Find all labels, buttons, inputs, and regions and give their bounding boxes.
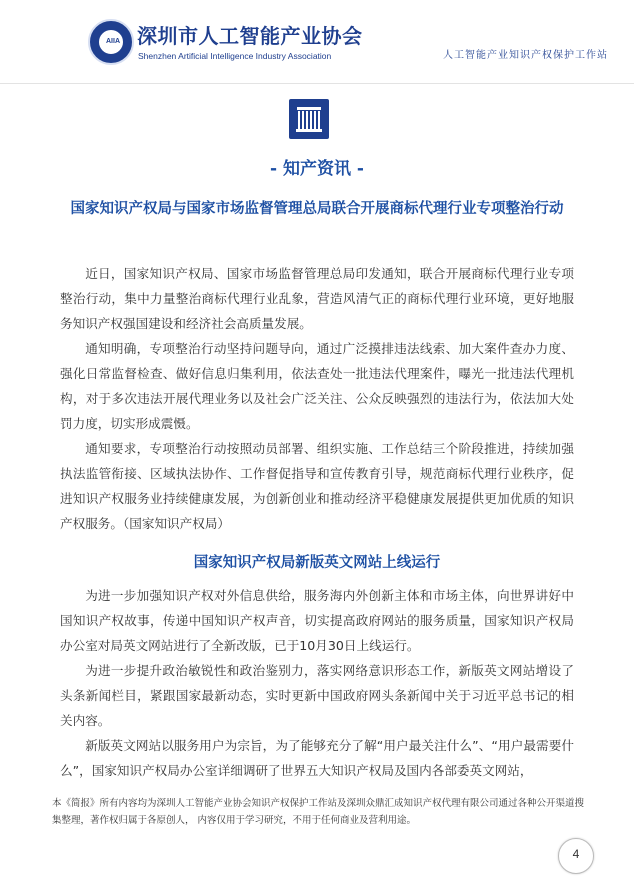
page-number-badge — [558, 838, 594, 874]
section-title: - 知产资讯 - — [270, 159, 364, 179]
building-columns-icon — [289, 99, 329, 139]
article-1-paragraph-1: 近日，国家知识产权局、国家市场监督管理总局印发通知，联合开展商标代理行业专项整治行动，集中力量整治商标代理行业乱象，营造风清气正的商标代理行业环境，更好地服务知识产权强国建设和经济社会高质量发展。 — [60, 266, 574, 331]
page-number: 4 — [572, 847, 580, 861]
article-1-paragraph-2: 通知明确，专项整治行动坚持问题导向，通过广泛摸排违法线索、加大案件查办力度、强化日常监督检查、做好信息归集利用，依法查处一批违法代理案件，曝光一批违法代理机构，对于多次违法开展代理业务以及社会广泛关注、公众反映强烈的违法行为，依法加大处罚力度，切实形成震慑。 — [60, 341, 574, 431]
page-header — [0, 0, 634, 84]
article-1-paragraph-3: 通知要求，专项整治行动按照动员部署、组织实施、工作总结三个阶段推进，持续加强执法监管衔接、区域执法协作、工作督促指导和宣传教育引导，规范商标代理行业秩序，促进知识产权服务业持续健康发展，为创新创业和推动经济平稳健康发展提供更加优质的知识产权服务。（国家知识产权局） — [60, 441, 574, 531]
org-name-en: Shenzhen Artificial Intelligence Industry Association — [138, 51, 332, 61]
association-logo — [88, 19, 134, 65]
org-name-cn: 深圳市人工智能产业协会 — [137, 24, 363, 48]
logo-text: AIIA — [106, 38, 120, 45]
article-1-title: 国家知识产权局与国家市场监督管理总局联合开展商标代理行业专项整治行动 — [70, 201, 564, 217]
header-divider — [0, 83, 634, 84]
article-2-title: 国家知识产权局新版英文网站上线运行 — [193, 555, 441, 571]
article-2-paragraph-2: 为进一步提升政治敏锐性和政治鉴别力，落实网络意识形态工作，新版英文网站增设了头条新闻栏目，紧跟国家最新动态，实时更新中国政府网头条新闻中关于习近平总书记的相关内容。 — [60, 663, 574, 728]
station-name: 人工智能产业知识产权保护工作站 — [443, 50, 608, 61]
footer-disclaimer: 本《简报》所有内容均为深圳人工智能产业协会知识产权保护工作站及深圳众鼎汇成知识产权代理有限公司通过各种公开渠道搜集整理，著作权归属于各原创人， 内容仅用于学习研究，不用于任何商业及营利用途。 — [52, 798, 585, 826]
article-2-paragraph-1: 为进一步加强知识产权对外信息供给，服务海内外创新主体和市场主体，向世界讲好中国知识产权故事，传递中国知识产权声音，切实提高政府网站的服务质量，国家知识产权局办公室对局英文网站进行了全新改版，已于10月30日上线运行。 — [60, 588, 574, 653]
article-2-paragraph-3: 新版英文网站以服务用户为宗旨，为了能够充分了解“用户最关注什么”、“用户最需要什么”，国家知识产权局办公室详细调研了世界五大知识产权局及国内各部委英文网站， — [60, 738, 574, 778]
